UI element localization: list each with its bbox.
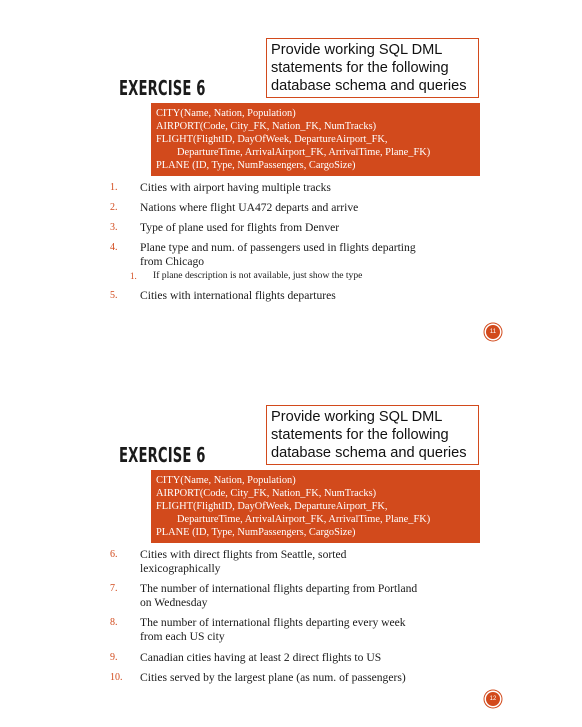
callout-line: database schema and queries [271, 445, 467, 461]
sub-list-item [110, 270, 510, 282]
item-text: The number of international flights departing from Portland [140, 582, 418, 596]
schema-line: FLIGHT(FlightID, DayOfWeek, DepartureAirport_FK, [156, 134, 388, 146]
schema-line: CITY(Name, Nation, Population) [156, 475, 296, 486]
item-text: from Chicago [140, 254, 205, 268]
schema-line: DepartureTime, ArrivalAirport_FK, ArrivalTime, Plane_FK) [177, 147, 431, 159]
item-number: 7. [110, 583, 118, 595]
query-item [110, 548, 510, 575]
callout-line: statements for the following [271, 60, 449, 76]
slide-11 [0, 0, 582, 360]
item-text: Plane type and num. of passengers used in flights departing [140, 241, 416, 255]
item-text: Cities with international flights departures [140, 288, 336, 302]
schema-line: AIRPORT(Code, City_FK, Nation_FK, NumTracks) [156, 121, 377, 133]
query-item [110, 582, 510, 609]
query-item [110, 201, 510, 215]
schema-line: PLANE (ID, Type, NumPassengers, CargoSize) [156, 527, 356, 539]
item-number: 3. [110, 222, 118, 234]
callout-line: database schema and queries [271, 78, 467, 94]
page-number-badge: 12 [486, 692, 500, 706]
item-text: Cities with airport having multiple tracks [140, 181, 331, 194]
item-text: The number of international flights departing every week [140, 616, 406, 630]
query-item [110, 651, 510, 665]
item-text: Cities with direct flights from Seattle, sorted [140, 548, 347, 561]
schema-box [151, 470, 480, 543]
callout-line: Provide working SQL DML [271, 42, 443, 58]
item-text: from each US city [140, 629, 225, 643]
item-number: 2. [110, 202, 118, 214]
query-item [110, 221, 510, 235]
callout-line: statements for the following [271, 427, 449, 443]
instruction-callout [266, 38, 479, 98]
schema-box [151, 103, 480, 176]
item-number: 5. [110, 289, 118, 301]
query-item [110, 671, 510, 685]
item-text: Type of plane used for flights from Denver [140, 221, 340, 235]
item-number: 10. [110, 672, 123, 684]
query-item [110, 181, 510, 195]
instruction-callout [266, 405, 479, 465]
item-text: If plane description is not available, just show the type [153, 269, 363, 281]
schema-line: FLIGHT(FlightID, DayOfWeek, DepartureAirport_FK, [156, 501, 388, 513]
schema-line: AIRPORT(Code, City_FK, Nation_FK, NumTracks) [156, 488, 377, 500]
item-number: 8. [110, 617, 118, 629]
query-list [110, 181, 510, 303]
item-text: Canadian cities having at least 2 direct flights to US [140, 650, 382, 664]
callout-line: Provide working SQL DML [271, 409, 443, 425]
item-text: Nations where flight UA472 departs and arrive [140, 201, 359, 215]
schema-line: CITY(Name, Nation, Population) [156, 108, 296, 119]
item-text: Cities served by the largest plane (as num. of passengers) [140, 671, 406, 685]
item-text: on Wednesday [140, 595, 208, 609]
item-number: 1. [130, 270, 137, 281]
item-text: lexicographically [140, 561, 221, 575]
schema-line: PLANE (ID, Type, NumPassengers, CargoSize) [156, 160, 356, 172]
slide-title: EXERCISE 6 [119, 443, 206, 467]
slide-12 [0, 367, 582, 727]
query-list [110, 548, 510, 685]
item-number: 1. [110, 182, 118, 193]
item-number: 9. [110, 651, 118, 663]
query-item [110, 289, 510, 303]
item-number: 6. [110, 549, 118, 560]
query-item [110, 616, 510, 643]
schema-line: DepartureTime, ArrivalAirport_FK, ArrivalTime, Plane_FK) [177, 514, 431, 526]
slide-title: EXERCISE 6 [119, 76, 206, 100]
page-number-badge: 11 [486, 325, 500, 339]
item-number: 4. [110, 242, 118, 254]
query-item [110, 241, 510, 268]
